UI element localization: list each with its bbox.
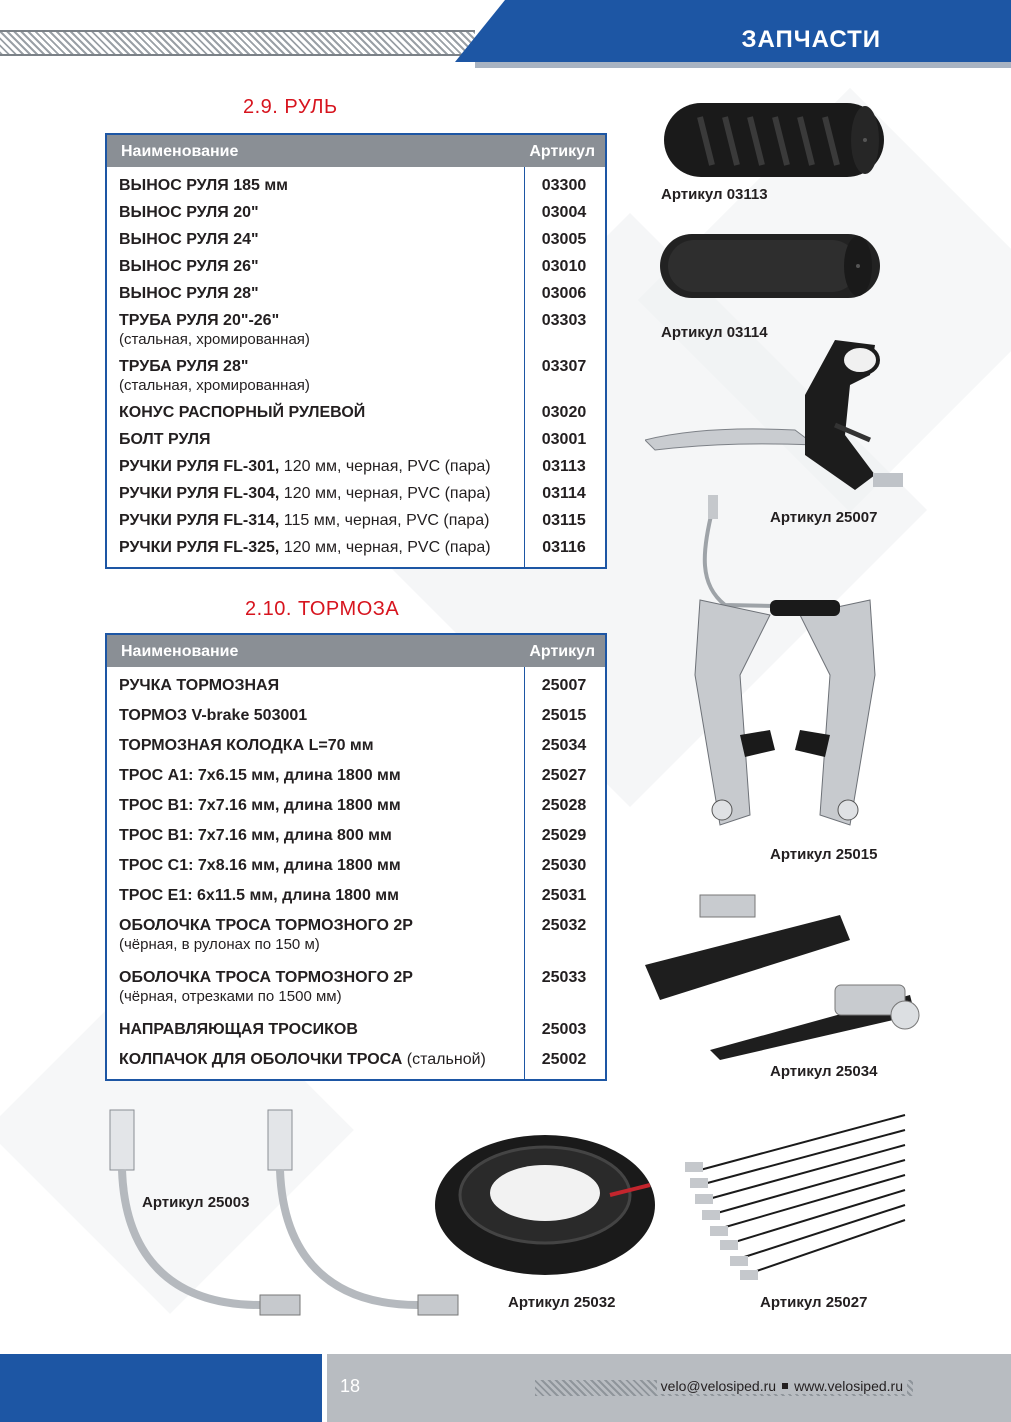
- handlebar-table: [105, 133, 607, 569]
- row-name-text: РУЧКИ РУЛЯ FL-304,: [119, 485, 280, 502]
- row-name: [119, 458, 491, 476]
- row-name-text: ТРУБА РУЛЯ 20"-26": [119, 312, 280, 329]
- row-name: [119, 677, 279, 695]
- row-name-text: ВЫНОС РУЛЯ 26": [119, 258, 259, 275]
- row-name: [119, 797, 401, 815]
- caption-cable-housing: Артикул 25032: [508, 1294, 616, 1311]
- row-name-text: ВЫНОС РУЛЯ 28": [119, 285, 259, 302]
- table-header: [107, 135, 605, 167]
- row-name-text: ТОРМОЗ V-brake 503001: [119, 707, 308, 724]
- page-header: [0, 0, 1011, 68]
- row-article: 03114: [542, 485, 586, 502]
- row-article: 03116: [542, 539, 586, 556]
- brake-lever-image: [645, 335, 910, 495]
- row-name: [119, 285, 259, 303]
- row-name: [119, 312, 279, 330]
- row-name-text: ОБОЛОЧКА ТРОСА ТОРМОЗНОГО 2Р: [119, 969, 413, 986]
- v-brake-image: [670, 495, 910, 845]
- row-article: 03020: [541, 404, 587, 421]
- row-name: [119, 404, 365, 422]
- row-name-detail: 120 мм, черная, PVC (пара): [279, 539, 491, 556]
- section-title-brakes: 2.10. ТОРМОЗА: [245, 598, 400, 620]
- row-article: 25031: [541, 887, 587, 904]
- footer-blue-block: [0, 1354, 322, 1422]
- brakes-table: [105, 633, 607, 1081]
- row-article: 03307: [541, 358, 587, 375]
- row-subtitle: (стальная, хромированная): [119, 331, 310, 348]
- row-name-text: РУЧКА ТОРМОЗНАЯ: [119, 677, 280, 694]
- row-name-detail: (стальной): [402, 1051, 486, 1068]
- header-title: ЗАПЧАСТИ: [741, 26, 881, 53]
- column-header-article: Артикул: [529, 643, 595, 660]
- row-name-detail: 115 мм, черная, PVC (пара): [279, 512, 490, 529]
- row-article: 03005: [541, 231, 587, 248]
- page-footer: [0, 1354, 1011, 1422]
- row-name: [119, 204, 259, 222]
- row-name: [119, 827, 392, 845]
- cable-guide-image: [100, 1105, 470, 1335]
- separator-dot: [782, 1383, 788, 1389]
- row-article: 03004: [541, 204, 587, 221]
- row-name-text: ВЫНОС РУЛЯ 185 мм: [119, 177, 289, 194]
- caption-grip-ribbed: Артикул 03113: [661, 186, 768, 203]
- row-subtitle: (чёрная, отрезками по 1500 мм): [119, 988, 342, 1005]
- row-name-text: РУЧКИ РУЛЯ FL-301,: [119, 458, 280, 475]
- row-article: 25032: [541, 917, 587, 934]
- row-name: [119, 707, 307, 725]
- caption-grip-smooth: Артикул 03114: [661, 324, 768, 341]
- row-name-text: РУЧКИ РУЛЯ FL-314,: [119, 512, 280, 529]
- header-underline: [475, 62, 1011, 68]
- row-article: 25033: [541, 969, 587, 986]
- row-name: [119, 1021, 358, 1039]
- row-name-detail: 120 мм, черная, PVC (пара): [279, 458, 491, 475]
- row-name-text: ВЫНОС РУЛЯ 20": [119, 204, 259, 221]
- row-article: 03303: [541, 312, 587, 329]
- row-name: [119, 258, 259, 276]
- row-name-text: БОЛТ РУЛЯ: [119, 431, 211, 448]
- row-article: 25003: [541, 1021, 587, 1038]
- caption-cable-guide: Артикул 25003: [142, 1194, 250, 1211]
- row-article: 03001: [541, 431, 587, 448]
- caption-brake-lever: Артикул 25007: [770, 509, 878, 526]
- brake-pads-image: [640, 885, 925, 1060]
- grip-smooth-image: [658, 230, 884, 302]
- table-header: [107, 635, 605, 667]
- row-name-text: ТРОС С1: 7х8.16 мм, длина 1800 мм: [119, 857, 401, 874]
- row-subtitle: (чёрная, в рулонах по 150 м): [119, 936, 320, 953]
- footer-website[interactable]: www.velosiped.ru: [794, 1378, 903, 1394]
- row-article: 25007: [541, 677, 587, 694]
- row-name: [119, 887, 399, 905]
- row-article: 03006: [541, 285, 587, 302]
- row-name: [119, 767, 401, 785]
- column-header-name: Наименование: [121, 643, 239, 660]
- row-name: [119, 431, 211, 449]
- row-name: [119, 539, 491, 557]
- row-name: [119, 917, 413, 935]
- row-name: [119, 1051, 486, 1069]
- caption-brake-pads: Артикул 25034: [770, 1063, 878, 1080]
- column-header-name: Наименование: [121, 143, 239, 160]
- row-name-detail: 120 мм, черная, PVC (пара): [279, 485, 491, 502]
- row-article: 25002: [541, 1051, 587, 1068]
- row-name: [119, 485, 491, 503]
- footer-contacts: [657, 1378, 907, 1394]
- row-name-text: КОНУС РАСПОРНЫЙ РУЛЕВОЙ: [119, 404, 366, 421]
- caption-v-brake: Артикул 25015: [770, 846, 878, 863]
- column-header-article: Артикул: [529, 143, 595, 160]
- row-article: 25028: [541, 797, 587, 814]
- header-banner: [455, 0, 1011, 62]
- row-name: [119, 358, 248, 376]
- row-name: [119, 177, 288, 195]
- row-name-text: ТРУБА РУЛЯ 28": [119, 358, 249, 375]
- section-title-handlebar: 2.9. РУЛЬ: [243, 96, 338, 118]
- row-article: 25029: [541, 827, 587, 844]
- row-article: 25027: [541, 767, 587, 784]
- row-name: [119, 857, 401, 875]
- cable-housing-image: [425, 1115, 665, 1290]
- row-article: 03115: [542, 512, 586, 529]
- row-article: 03113: [542, 458, 586, 475]
- row-name-text: РУЧКИ РУЛЯ FL-325,: [119, 539, 280, 556]
- grip-ribbed-image: [660, 95, 890, 185]
- row-name: [119, 737, 374, 755]
- row-article: 25034: [541, 737, 587, 754]
- caption-cables: Артикул 25027: [760, 1294, 868, 1311]
- row-name-text: КОЛПАЧОК ДЛЯ ОБОЛОЧКИ ТРОСА: [119, 1051, 403, 1068]
- row-name-text: ОБОЛОЧКА ТРОСА ТОРМОЗНОГО 2Р: [119, 917, 413, 934]
- row-article: 03010: [541, 258, 587, 275]
- row-subtitle: (стальная, хромированная): [119, 377, 310, 394]
- row-name-text: ТРОС А1: 7х6.15 мм, длина 1800 мм: [119, 767, 401, 784]
- row-name-text: ТОРМОЗНАЯ КОЛОДКА L=70 мм: [119, 737, 374, 754]
- row-name-text: ТРОС В1: 7х7.16 мм, длина 1800 мм: [119, 797, 401, 814]
- row-name-text: ТРОС Е1: 6х11.5 мм, длина 1800 мм: [119, 887, 399, 904]
- row-name: [119, 512, 489, 530]
- cables-image: [680, 1110, 910, 1290]
- row-article: 03300: [541, 177, 587, 194]
- row-article: 25015: [541, 707, 587, 724]
- row-article: 25030: [541, 857, 587, 874]
- row-name: [119, 969, 413, 987]
- row-name-text: ТРОС В1: 7х7.16 мм, длина 800 мм: [119, 827, 392, 844]
- row-name: [119, 231, 259, 249]
- page-number: 18: [340, 1376, 361, 1396]
- footer-email[interactable]: velo@velosiped.ru: [660, 1378, 777, 1394]
- row-name-text: ВЫНОС РУЛЯ 24": [119, 231, 259, 248]
- header-hatch-stripe: [0, 30, 475, 56]
- row-name-text: НАПРАВЛЯЮЩАЯ ТРОСИКОВ: [119, 1021, 358, 1038]
